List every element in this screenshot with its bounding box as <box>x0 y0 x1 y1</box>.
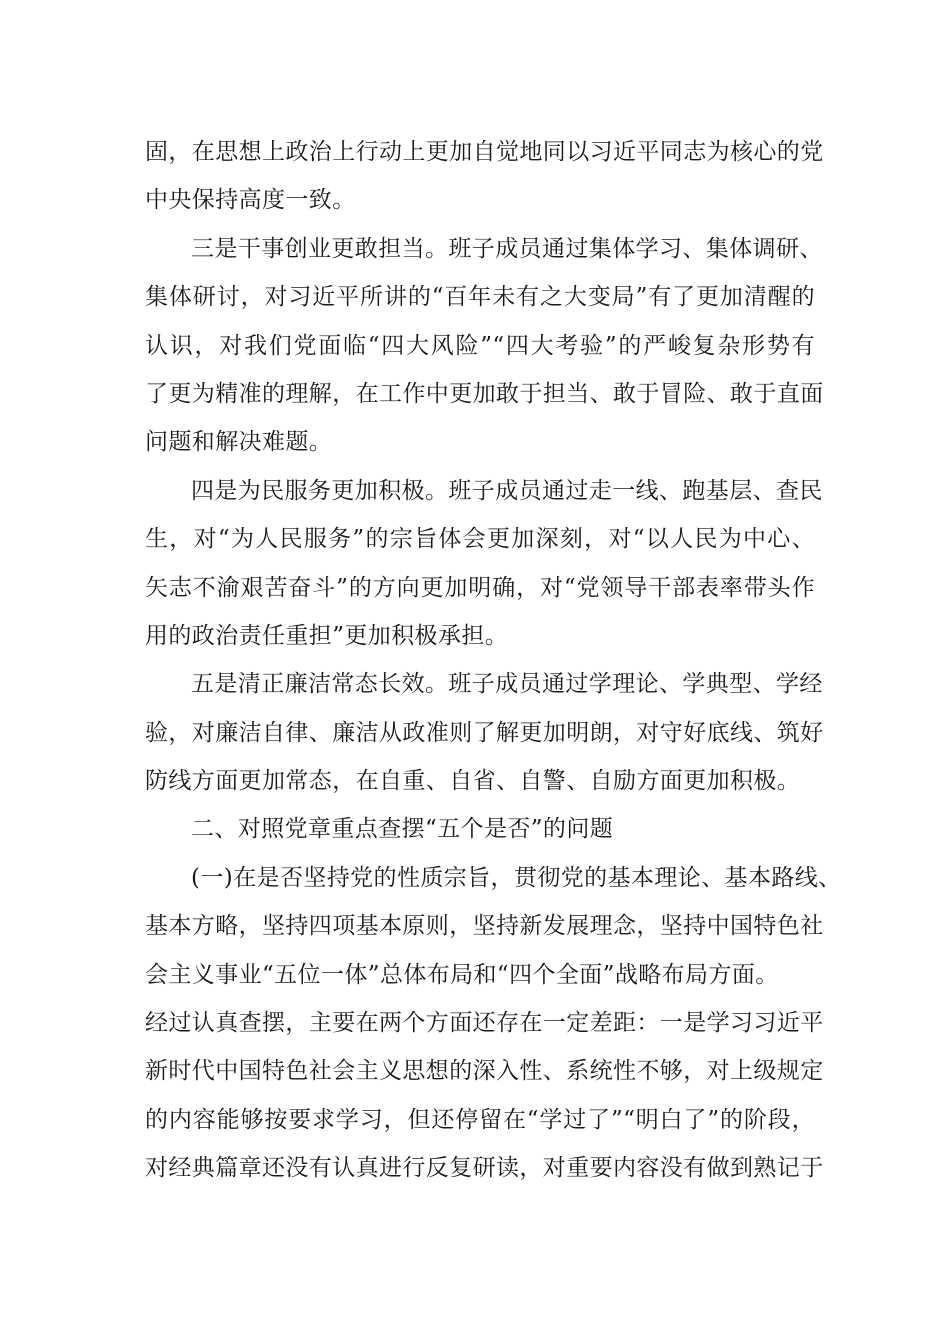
text-line: 集体研讨，对习近平所讲的“百年未有之大变局”有了更加清醒的 <box>145 284 815 311</box>
text-line: 二、对照党章重点查摆“五个是否”的问题 <box>191 816 614 843</box>
text-line: 会主义事业“五位一体”总体布局和“四个全面”战略布局方面。 <box>145 961 779 988</box>
text-line: 的内容能够按要求学习，但还停留在“学过了”“明白了”的阶段， <box>145 1106 815 1133</box>
text-line: 五是清正廉洁常态长效。班子成员通过学理论、学典型、学经 <box>191 671 823 698</box>
text-line: 新时代中国特色社会主义思想的深入性、系统性不够，对上级规定 <box>145 1058 824 1085</box>
text-line: 固，在思想上政治上行动上更加自觉地同以习近平同志为核心的党 <box>145 139 824 165</box>
text-line: 生，对“为人民服务”的宗旨体会更加深刻，对“以人民为中心、 <box>145 526 815 553</box>
text-line: 基本方略，坚持四项基本原则，坚持新发展理念，坚持中国特色社 <box>145 913 824 940</box>
text-line: 四是为民服务更加积极。班子成员通过走一线、跑基层、查民 <box>191 477 823 504</box>
text-line: 矢志不渝艰苦奋斗”的方向更加明确，对“党领导干部表率带头作 <box>145 574 815 601</box>
text-line: 防线方面更加常态，在自重、自省、自警、自励方面更加积极。 <box>145 768 801 795</box>
text-line: 了更为精准的理解，在工作中更加敢于担当、敢于冒险、敢于直面 <box>145 380 824 407</box>
text-line: 三是干事创业更敢担当。班子成员通过集体学习、集体调研、 <box>191 235 823 262</box>
document-body <box>145 128 842 1193</box>
text-line: 对经典篇章还没有认真进行反复研读，对重要内容没有做到熟记于 <box>145 1155 824 1182</box>
text-line: 认识，对我们党面临“四大风险”“四大考验”的严峻复杂形势有 <box>145 332 815 359</box>
text-line: 验，对廉洁自律、廉洁从政准则了解更加明朗，对守好底线、筑好 <box>145 719 824 746</box>
text-line: 中央保持高度一致。 <box>145 187 356 214</box>
text-line: 用的政治责任重担”更加积极承担。 <box>145 622 509 649</box>
text-line: (一)在是否坚持党的性质宗旨，贯彻党的基本理论、基本路线、 <box>191 864 842 891</box>
text-line: 经过认真查摆，主要在两个方面还存在一定差距：一是学习习近平 <box>145 1010 824 1037</box>
text-line: 问题和解决难题。 <box>145 429 333 456</box>
